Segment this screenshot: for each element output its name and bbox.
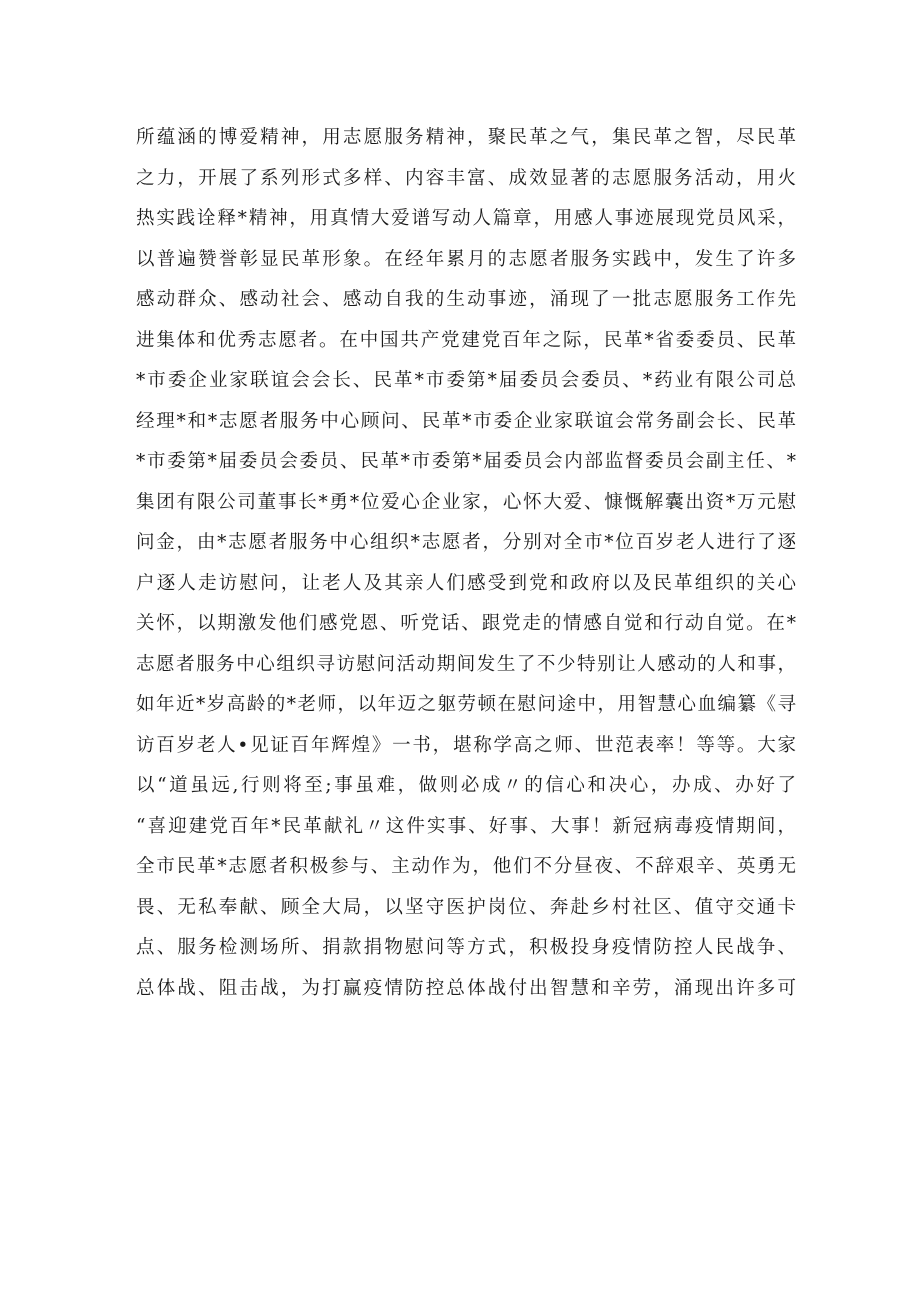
text-line: 以“道虽远,行则将至;事虽难，做则必成〃的信心和决心，办成、办好了 (136, 775, 796, 796)
text-line: *市委第*届委员会委员、民革*市委第*届委员会内部监督委员会副主任、* (136, 451, 796, 472)
text-line: 集团有限公司董事长*勇*位爱心企业家，心怀大爱、慷慨解囊出资*万元慰 (136, 491, 796, 513)
text-line: 总体战、阻击战，为打赢疫情防控总体战付出智慧和辛劳，涌现出许多可 (136, 977, 796, 999)
text-line: 进集体和优秀志愿者。在中国共产党建党百年之际，民革*省委委员、民革 (136, 329, 796, 351)
text-line: 问金，由*志愿者服务中心组织*志愿者，分别对全市*位百岁老人进行了逐 (136, 532, 796, 553)
text-line: 如年近*岁高龄的*老师，以年迈之躯劳顿在慰问途中，用智慧心血编纂《寻 (136, 694, 796, 715)
text-line: *市委企业家联谊会会长、民革*市委第*届委员会委员、*药业有限公司总 (136, 370, 796, 391)
text-line: 点、服务检测场所、捐款捐物慰问等方式，积极投身疫情防控人民战争、 (136, 937, 796, 958)
text-line: 畏、无私奉献、顾全大局，以坚守医护岗位、奔赴乡村社区、值守交通卡 (136, 896, 796, 918)
text-line: 之力，开展了系列形式多样、内容丰富、成效显著的志愿服务活动，用火 (136, 167, 796, 189)
text-line: 所蕴涵的博爱精神，用志愿服务精神，聚民革之气，集民革之智，尽民革 (136, 127, 796, 148)
text-line: 访百岁老人•见证百年辉煌》一书，堪称学高之师、世范表率！等等。大家 (136, 734, 796, 756)
text-line: 志愿者服务中心组织寻访慰问活动期间发生了不少特别让人感动的人和事， (136, 653, 796, 675)
text-line: 经理*和*志愿者服务中心顾问、民革*市委企业家联谊会常务副会长、民革 (136, 410, 796, 432)
text-line: 关怀，以期激发他们感党恩、听党话、跟党走的情感自觉和行动自觉。在* (136, 613, 796, 634)
text-line: 以普遍赞誉彰显民革形象。在经年累月的志愿者服务实践中，发生了许多 (136, 248, 796, 270)
body-paragraph (136, 118, 796, 1009)
text-line: 户逐人走访慰问，让老人及其亲人们感受到党和政府以及民革组织的关心 (136, 572, 796, 594)
text-line: 全市民革*志愿者积极参与、主动作为，他们不分昼夜、不辞艰辛、英勇无 (136, 856, 796, 877)
text-line: 感动群众、感动社会、感动自我的生动事迹，涌现了一批志愿服务工作先 (136, 289, 796, 310)
text-line: 热实践诠释*精神，用真情大爱谱写动人篇章，用感人事迹展现党员风采， (136, 208, 796, 229)
text-line: “喜迎建党百年*民革献礼〃这件实事、好事、大事！新冠病毒疫情期间， (136, 815, 796, 837)
